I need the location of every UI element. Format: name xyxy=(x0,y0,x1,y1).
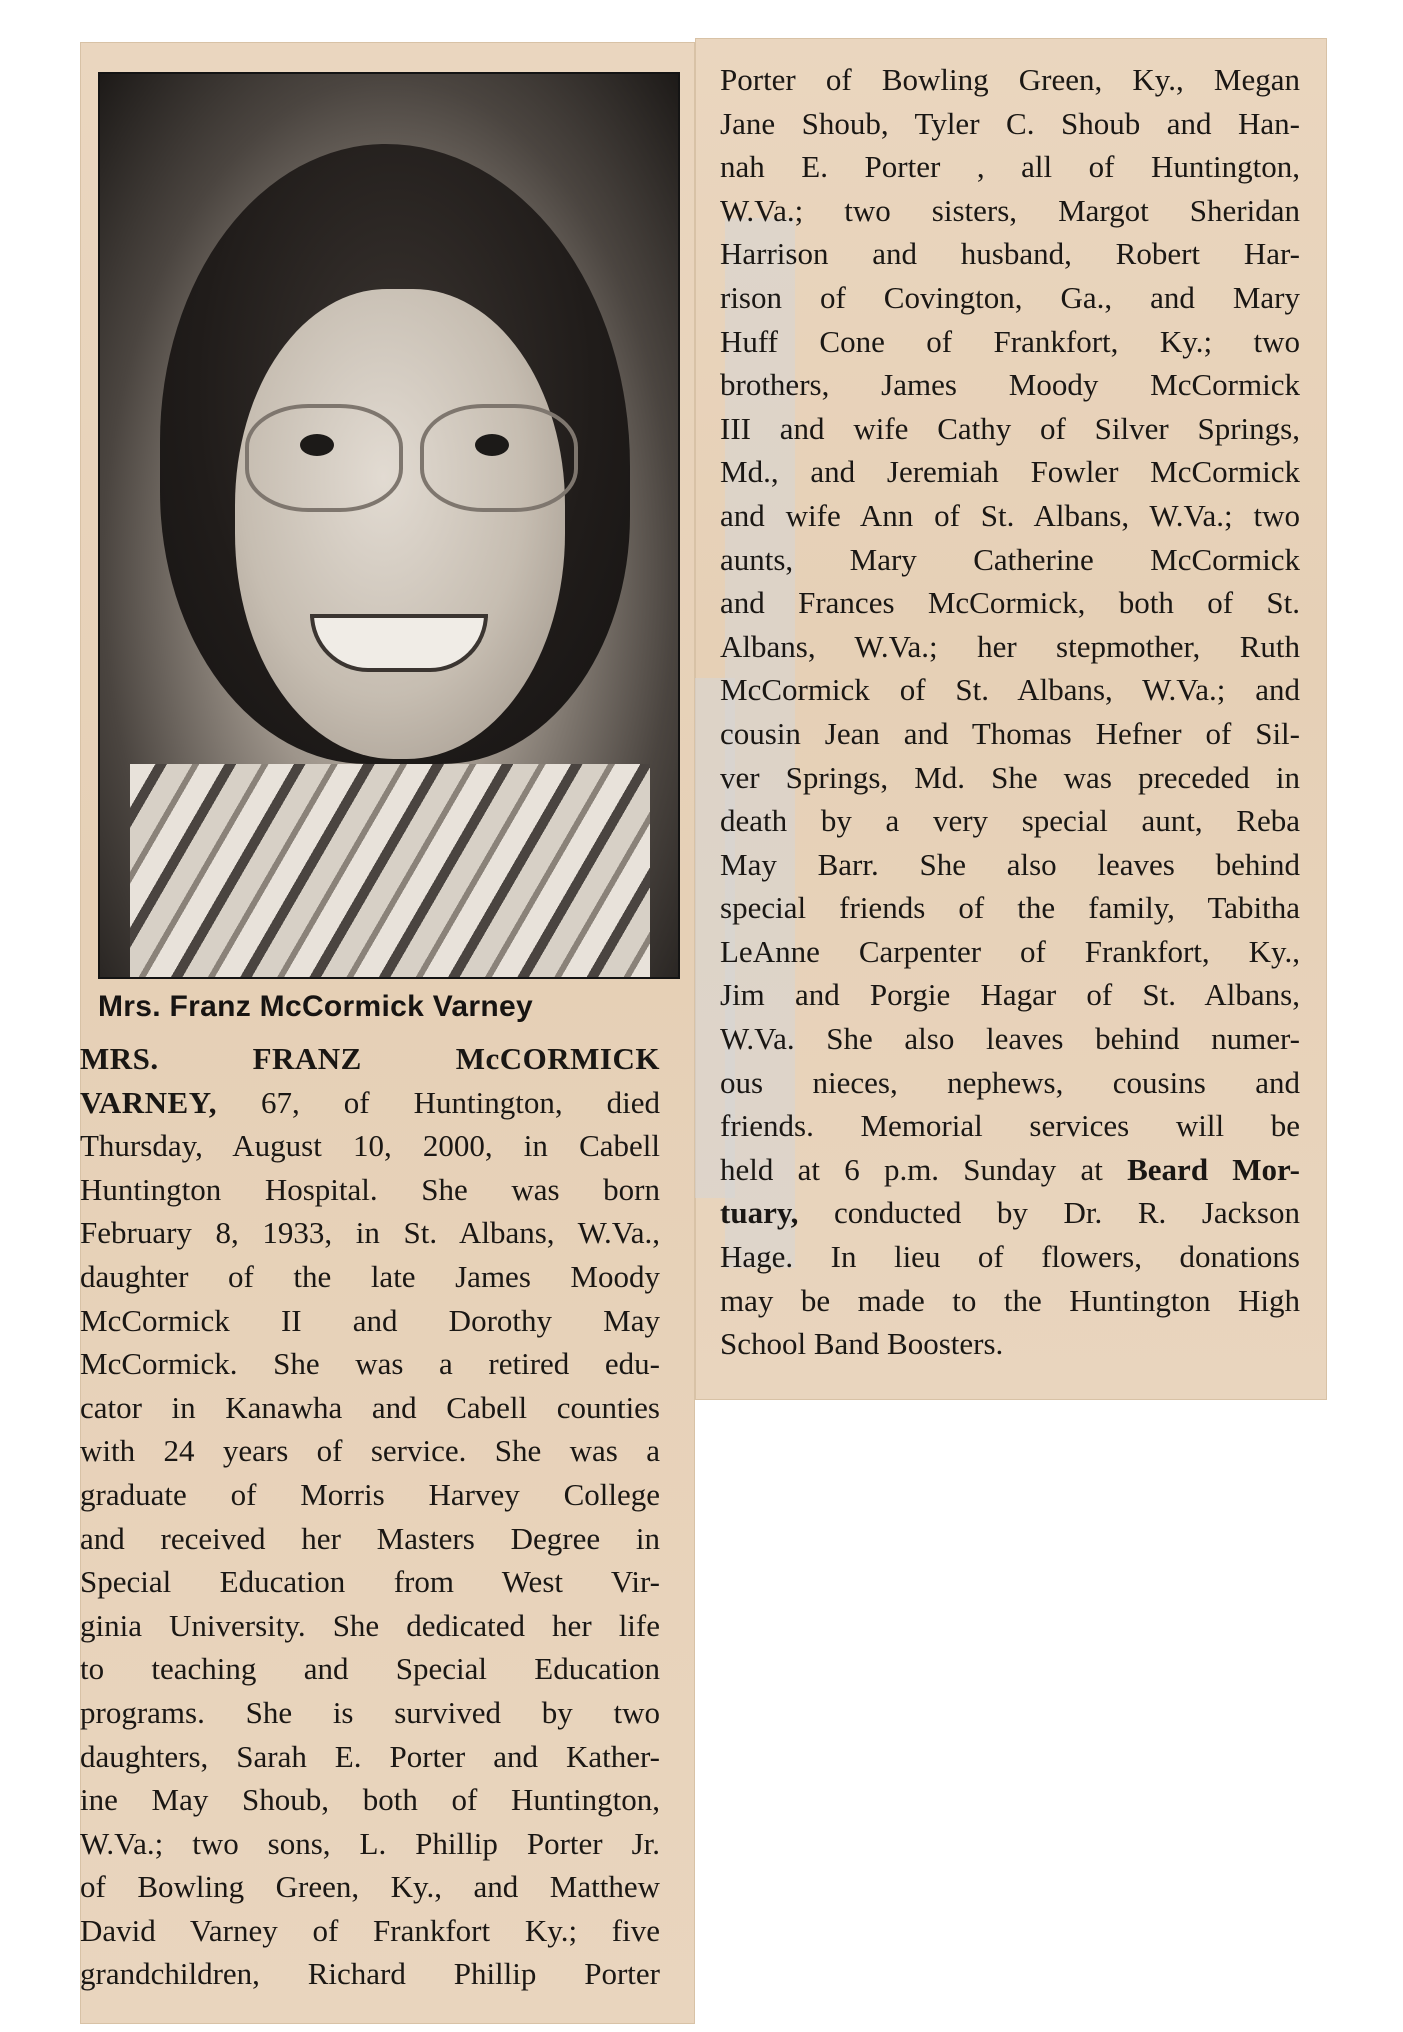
photo-eye-right xyxy=(475,434,509,456)
obituary-line: and received her Masters Degree in xyxy=(80,1520,660,1556)
obituary-line: special friends of the family, Tabitha xyxy=(720,890,1300,926)
obituary-line: grandchildren, Richard Phillip Porter xyxy=(80,1956,660,1992)
obituary-line: death by a very special aunt, Reba xyxy=(720,803,1300,839)
obituary-line: brothers, James Moody McCormick xyxy=(720,367,1300,403)
obituary-column-left xyxy=(80,1037,660,1996)
obituary-line: ginia University. She dedicated her life xyxy=(80,1607,660,1643)
photo-eye-left xyxy=(300,434,334,456)
obituary-line: III and wife Cathy of Silver Springs, xyxy=(720,410,1300,446)
obituary-line: David Varney of Frankfort Ky.; five xyxy=(80,1912,660,1948)
obituary-line: cator in Kanawha and Cabell counties xyxy=(80,1389,660,1425)
obituary-line: cousin Jean and Thomas Hefner of Sil- xyxy=(720,715,1300,751)
obituary-line: friends. Memorial services will be xyxy=(720,1108,1300,1144)
clipping-left-column xyxy=(80,42,695,2024)
obituary-heading: MRS. FRANZ McCORMICK xyxy=(80,1041,660,1076)
obituary-line: W.Va.; two sons, L. Phillip Porter Jr. xyxy=(80,1825,660,1861)
obituary-line: McCormick of St. Albans, W.Va.; and xyxy=(720,672,1300,708)
photo-glasses-right xyxy=(420,404,578,512)
obituary-line: McCormick II and Dorothy May xyxy=(80,1302,660,1338)
obituary-line: Huntington Hospital. She was born xyxy=(80,1171,660,1207)
obituary-line: aunts, Mary Catherine McCormick xyxy=(720,541,1300,577)
obituary-line: Thursday, August 10, 2000, in Cabell xyxy=(80,1128,660,1164)
obituary-line: and wife Ann of St. Albans, W.Va.; two xyxy=(720,497,1300,533)
photo-caption: Mrs. Franz McCormick Varney xyxy=(98,990,533,1023)
obituary-line: with 24 years of service. She was a xyxy=(80,1433,660,1469)
obituary-line: ous nieces, nephews, cousins and xyxy=(720,1064,1300,1100)
mortuary-name: Beard Mor- xyxy=(1127,1151,1300,1187)
obituary-line: graduate of Morris Harvey College xyxy=(80,1476,660,1512)
obituary-line: Hage. In lieu of flowers, donations xyxy=(720,1239,1300,1275)
obituary-line: of Bowling Green, Ky., and Matthew xyxy=(80,1869,660,1905)
obituary-line: Albans, W.Va.; her stepmother, Ruth xyxy=(720,628,1300,664)
obituary-line: ine May Shoub, both of Huntington, xyxy=(80,1782,660,1818)
obituary-line: Huff Cone of Frankfort, Ky.; two xyxy=(720,323,1300,359)
photo-collar xyxy=(130,764,650,979)
obituary-line: Special Education from West Vir- xyxy=(80,1564,660,1600)
obituary-line: Harrison and husband, Robert Har- xyxy=(720,236,1300,272)
obituary-line: W.Va. She also leaves behind numer- xyxy=(720,1021,1300,1057)
obituary-line: rison of Covington, Ga., and Mary xyxy=(720,279,1300,315)
obituary-line: LeAnne Carpenter of Frankfort, Ky., xyxy=(720,933,1300,969)
photo-face xyxy=(235,289,565,759)
obituary-line: and Frances McCormick, both of St. xyxy=(720,585,1300,621)
obituary-line: programs. She is survived by two xyxy=(80,1694,660,1730)
obituary-line: Md., and Jeremiah Fowler McCormick xyxy=(720,454,1300,490)
obituary-line: W.Va.; two sisters, Margot Sheridan xyxy=(720,192,1300,228)
portrait-photo xyxy=(98,72,680,979)
obituary-line: February 8, 1933, in St. Albans, W.Va., xyxy=(80,1215,660,1251)
obituary-line: may be made to the Huntington High xyxy=(720,1282,1300,1318)
obituary-column-right xyxy=(720,58,1300,1366)
obituary-line: School Band Boosters. xyxy=(720,1326,1004,1362)
obituary-line: ver Springs, Md. She was preceded in xyxy=(720,759,1300,795)
obituary-line: daughter of the late James Moody xyxy=(80,1258,660,1294)
obituary-line: McCormick. She was a retired edu- xyxy=(80,1346,660,1382)
obituary-line: Porter of Bowling Green, Ky., Megan xyxy=(720,62,1300,97)
obituary-line: Jane Shoub, Tyler C. Shoub and Han- xyxy=(720,105,1300,141)
memorial-line: tuary, conducted by Dr. R. Jackson xyxy=(720,1195,1300,1231)
obituary-line: nah E. Porter , all of Huntington, xyxy=(720,149,1300,185)
memorial-line: held at 6 p.m. Sunday at Beard Mor- xyxy=(720,1151,1300,1187)
obituary-line: Jim and Porgie Hagar of St. Albans, xyxy=(720,977,1300,1013)
mortuary-name-cont: tuary, xyxy=(720,1195,799,1231)
obituary-line: daughters, Sarah E. Porter and Kather- xyxy=(80,1738,660,1774)
photo-glasses-left xyxy=(245,404,403,512)
obituary-line: May Barr. She also leaves behind xyxy=(720,846,1300,882)
obituary-line: VARNEY, 67, of Huntington, died xyxy=(80,1084,660,1120)
clipping-right-column xyxy=(695,38,1327,1400)
obituary-line: to teaching and Special Education xyxy=(80,1651,660,1687)
